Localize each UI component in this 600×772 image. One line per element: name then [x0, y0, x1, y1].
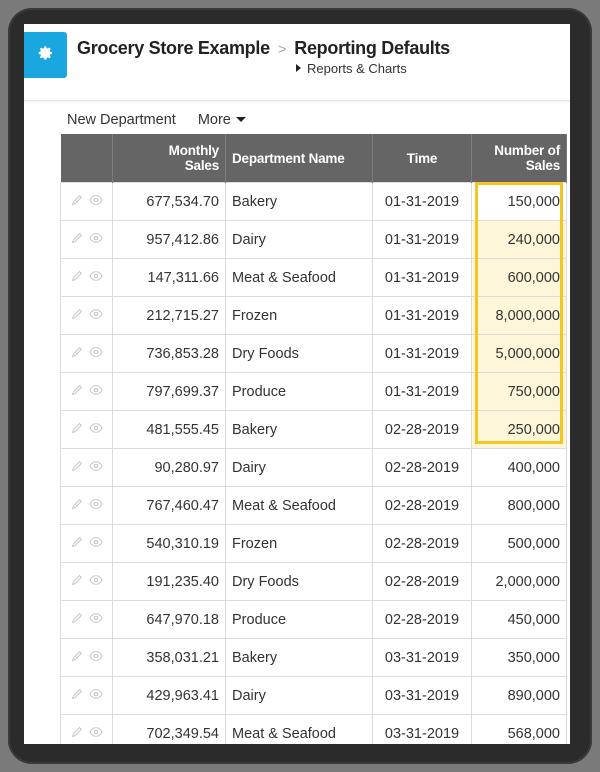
table-row[interactable]: [61, 373, 567, 411]
pencil-icon[interactable]: [70, 307, 84, 325]
cell-department-name: Frozen: [226, 297, 373, 335]
cell-time: 02-28-2019: [373, 411, 472, 449]
cell-time: 02-28-2019: [373, 449, 472, 487]
cell-time: 02-28-2019: [373, 487, 472, 525]
cell-time: 01-31-2019: [373, 297, 472, 335]
cell-monthly-sales: 429,963.41: [113, 677, 226, 715]
cell-time: 01-31-2019: [373, 183, 472, 221]
cell-number-of-sales[interactable]: 350,000: [472, 639, 567, 677]
settings-button[interactable]: [24, 32, 67, 78]
eye-icon[interactable]: [89, 497, 103, 515]
cell-monthly-sales: 481,555.45: [113, 411, 226, 449]
pencil-icon[interactable]: [70, 345, 84, 363]
cell-number-of-sales[interactable]: 450,000: [472, 601, 567, 639]
table-row[interactable]: [61, 487, 567, 525]
row-actions: [61, 259, 113, 297]
cell-number-of-sales[interactable]: 800,000: [472, 487, 567, 525]
eye-icon[interactable]: [89, 459, 103, 477]
eye-icon[interactable]: [89, 345, 103, 363]
table-row[interactable]: [61, 221, 567, 259]
table-row[interactable]: [61, 677, 567, 715]
pencil-icon[interactable]: [70, 459, 84, 477]
pencil-icon[interactable]: [70, 269, 84, 287]
row-actions: [61, 221, 113, 259]
pencil-icon[interactable]: [70, 231, 84, 249]
pencil-icon[interactable]: [70, 497, 84, 515]
table-row[interactable]: [61, 715, 567, 745]
table-row[interactable]: [61, 183, 567, 221]
column-header-department-name[interactable]: Department Name: [226, 134, 373, 183]
row-actions: [61, 601, 113, 639]
cell-monthly-sales: 957,412.86: [113, 221, 226, 259]
row-actions: [61, 525, 113, 563]
cell-department-name: Bakery: [226, 183, 373, 221]
eye-icon[interactable]: [89, 231, 103, 249]
page-header: [24, 24, 570, 101]
row-actions: [61, 373, 113, 411]
cell-time: 02-28-2019: [373, 525, 472, 563]
pencil-icon[interactable]: [70, 383, 84, 401]
gear-icon: [38, 45, 54, 66]
header-line: Monthly: [168, 143, 219, 158]
cell-monthly-sales: 647,970.18: [113, 601, 226, 639]
reports-charts-link[interactable]: [296, 61, 407, 76]
cell-time: 03-31-2019: [373, 639, 472, 677]
row-actions: [61, 487, 113, 525]
eye-icon[interactable]: [89, 687, 103, 705]
pencil-icon[interactable]: [70, 421, 84, 439]
more-menu-button[interactable]: [198, 112, 246, 128]
cell-monthly-sales: 736,853.28: [113, 335, 226, 373]
cell-monthly-sales: 767,460.47: [113, 487, 226, 525]
eye-icon[interactable]: [89, 611, 103, 629]
cell-department-name: Meat & Seafood: [226, 487, 373, 525]
row-actions: [61, 639, 113, 677]
pencil-icon[interactable]: [70, 611, 84, 629]
caret-right-icon: [296, 64, 301, 72]
cell-monthly-sales: 358,031.21: [113, 639, 226, 677]
column-header-time[interactable]: Time: [373, 134, 472, 183]
cell-number-of-sales[interactable]: 150,000: [472, 183, 567, 221]
cell-monthly-sales: 191,235.40: [113, 563, 226, 601]
more-label: More: [197, 112, 231, 128]
cell-number-of-sales[interactable]: 750,000: [472, 373, 567, 411]
pencil-icon[interactable]: [70, 193, 84, 211]
cell-time: 02-28-2019: [373, 563, 472, 601]
row-actions: [61, 183, 113, 221]
cell-time: 01-31-2019: [373, 259, 472, 297]
table-row[interactable]: [61, 335, 567, 373]
table-row[interactable]: [61, 297, 567, 335]
table-row[interactable]: [61, 639, 567, 677]
table-row[interactable]: [61, 449, 567, 487]
cell-number-of-sales[interactable]: 568,000: [472, 715, 567, 745]
app-screen: [24, 24, 570, 744]
cell-time: 03-31-2019: [373, 715, 472, 745]
cell-department-name: Meat & Seafood: [226, 715, 373, 745]
breadcrumb-separator: >: [277, 41, 287, 58]
pencil-icon[interactable]: [70, 687, 84, 705]
cell-number-of-sales[interactable]: 500,000: [472, 525, 567, 563]
eye-icon[interactable]: [89, 649, 103, 667]
row-actions: [61, 449, 113, 487]
cell-department-name: Frozen: [226, 525, 373, 563]
pencil-icon[interactable]: [70, 535, 84, 553]
cell-number-of-sales[interactable]: 5,000,000: [472, 335, 567, 373]
cell-number-of-sales[interactable]: 250,000: [472, 411, 567, 449]
cell-time: 02-28-2019: [373, 601, 472, 639]
cell-number-of-sales[interactable]: 890,000: [472, 677, 567, 715]
cell-number-of-sales[interactable]: 240,000: [472, 221, 567, 259]
cell-time: 03-31-2019: [373, 677, 472, 715]
pencil-icon[interactable]: [70, 725, 84, 743]
eye-icon[interactable]: [89, 383, 103, 401]
cell-number-of-sales[interactable]: 400,000: [472, 449, 567, 487]
column-header-actions: [61, 134, 113, 183]
cell-number-of-sales[interactable]: 600,000: [472, 259, 567, 297]
cell-monthly-sales: 677,534.70: [113, 183, 226, 221]
cell-monthly-sales: 147,311.66: [113, 259, 226, 297]
cell-department-name: Dry Foods: [226, 563, 373, 601]
table-row[interactable]: [61, 525, 567, 563]
toolbar: [67, 112, 264, 128]
breadcrumb-app-title[interactable]: Grocery Store Example: [77, 38, 270, 58]
breadcrumb: [77, 38, 450, 59]
eye-icon[interactable]: [89, 269, 103, 287]
table-header-row: [61, 134, 567, 183]
page-title: Reporting Defaults: [294, 38, 450, 58]
cell-time: 01-31-2019: [373, 335, 472, 373]
pencil-icon[interactable]: [70, 649, 84, 667]
row-actions: [61, 563, 113, 601]
eye-icon[interactable]: [89, 307, 103, 325]
eye-icon[interactable]: [89, 535, 103, 553]
device-frame: [8, 8, 592, 764]
row-actions: [61, 677, 113, 715]
eye-icon[interactable]: [89, 193, 103, 211]
cell-department-name: Produce: [226, 601, 373, 639]
cell-department-name: Dry Foods: [226, 335, 373, 373]
cell-monthly-sales: 90,280.97: [113, 449, 226, 487]
row-actions: [61, 335, 113, 373]
table-row[interactable]: [61, 563, 567, 601]
cell-number-of-sales[interactable]: 8,000,000: [472, 297, 567, 335]
cell-department-name: Dairy: [226, 449, 373, 487]
table-row[interactable]: [61, 601, 567, 639]
caret-down-icon: [236, 117, 246, 122]
cell-monthly-sales: 797,699.37: [113, 373, 226, 411]
cell-department-name: Dairy: [226, 221, 373, 259]
table-row[interactable]: [61, 259, 567, 297]
eye-icon[interactable]: [89, 725, 103, 743]
cell-number-of-sales[interactable]: 2,000,000: [472, 563, 567, 601]
eye-icon[interactable]: [89, 421, 103, 439]
row-actions: [61, 715, 113, 745]
column-header-number-of-sales[interactable]: [472, 134, 567, 183]
cell-time: 01-31-2019: [373, 373, 472, 411]
departments-table: [60, 134, 567, 744]
cell-monthly-sales: 540,310.19: [113, 525, 226, 563]
pencil-icon[interactable]: [70, 573, 84, 591]
eye-icon[interactable]: [89, 573, 103, 591]
cell-department-name: Dairy: [226, 677, 373, 715]
cell-department-name: Meat & Seafood: [226, 259, 373, 297]
header-line: Sales: [525, 158, 560, 173]
cell-department-name: Bakery: [226, 411, 373, 449]
column-header-monthly-sales[interactable]: [113, 134, 226, 183]
new-department-button[interactable]: New Department: [67, 112, 176, 128]
cell-monthly-sales: 212,715.27: [113, 297, 226, 335]
table-row[interactable]: [61, 411, 567, 449]
cell-monthly-sales: 702,349.54: [113, 715, 226, 745]
cell-department-name: Bakery: [226, 639, 373, 677]
header-line: Sales: [184, 158, 219, 173]
header-line: Number of: [494, 143, 560, 158]
row-actions: [61, 297, 113, 335]
reports-charts-label: Reports & Charts: [307, 61, 407, 76]
cell-time: 01-31-2019: [373, 221, 472, 259]
cell-department-name: Produce: [226, 373, 373, 411]
row-actions: [61, 411, 113, 449]
